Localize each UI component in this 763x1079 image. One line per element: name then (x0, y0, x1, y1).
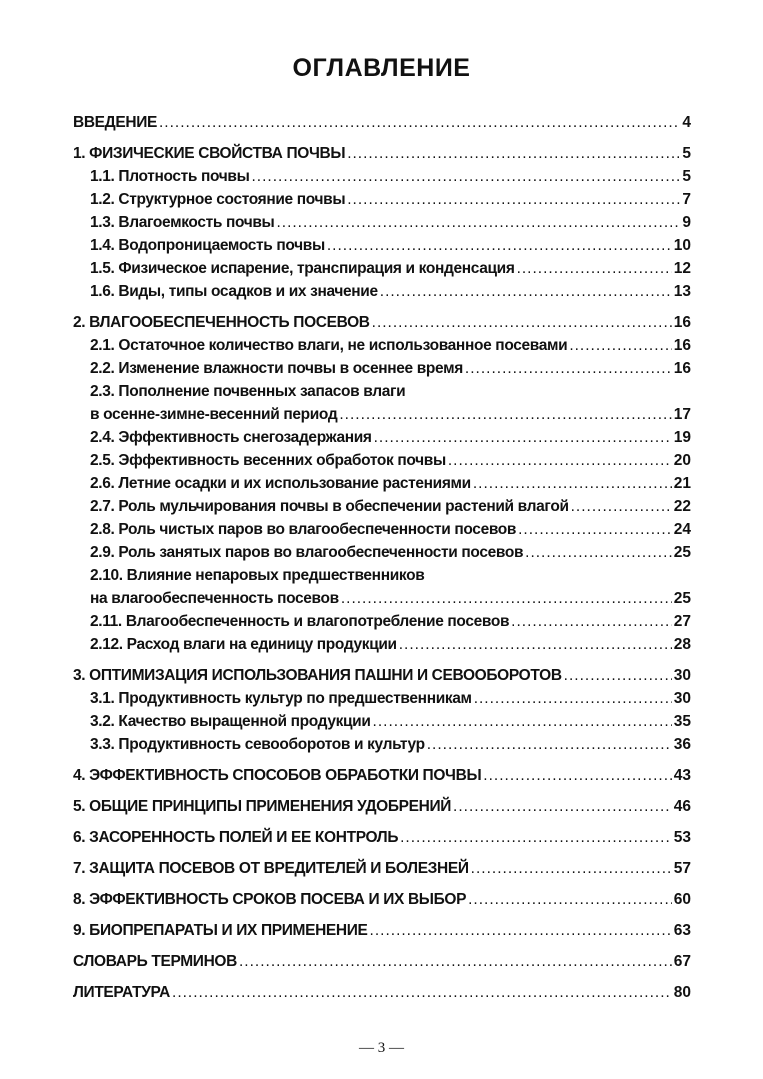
toc-entry-chapter-9[interactable]: 9. БИОПРЕПАРАТЫ И ИХ ПРИМЕНЕНИЕ ..... 63 (73, 919, 691, 942)
toc-entry-1-4[interactable]: 1.4. Водопроницаемость почвы ..... 10 (73, 234, 691, 257)
toc-entry-3-2[interactable]: 3.2. Качество выращенной продукции ..... 35 (73, 710, 691, 733)
toc-entry-chapter-1[interactable]: 1. ФИЗИЧЕСКИЕ СВОЙСТВА ПОЧВЫ ..... 5 (73, 142, 691, 165)
toc-entry-chapter-5[interactable]: 5. ОБЩИЕ ПРИНЦИПЫ ПРИМЕНЕНИЯ УДОБРЕНИЙ ..... 46 (73, 795, 691, 818)
toc-entry-chapter-7[interactable]: 7. ЗАЩИТА ПОСЕВОВ ОТ ВРЕДИТЕЛЕЙ И БОЛЕЗНЕЙ ..... 57 (73, 857, 691, 880)
toc-entry-2-9[interactable]: 2.9. Роль занятых паров во влагообеспеченности посевов ..... 25 (73, 541, 691, 564)
toc-entry-2-11[interactable]: 2.11. Влагообеспеченность и влагопотребление посевов ..... 27 (73, 610, 691, 633)
toc-entry-1-3[interactable]: 1.3. Влагоемкость почвы ..... 9 (73, 211, 691, 234)
toc-entry-2-4[interactable]: 2.4. Эффективность снегозадержания ..... 19 (73, 426, 691, 449)
toc-entry-chapter-2[interactable]: 2. ВЛАГООБЕСПЕЧЕННОСТЬ ПОСЕВОВ ..... 16 (73, 311, 691, 334)
toc-entry-2-10[interactable]: 2.10. Влияние непаровых предшественников (90, 567, 425, 584)
toc-entry-literature[interactable]: ЛИТЕРАТУРА ..... 80 (73, 981, 691, 1004)
toc-entry-2-7[interactable]: 2.7. Роль мульчирования почвы в обеспечении растений влагой ..... 22 (73, 495, 691, 518)
toc-entry-3-1[interactable]: 3.1. Продуктивность культур по предшественникам ..... 30 (73, 687, 691, 710)
toc-entry-1-5[interactable]: 1.5. Физическое испарение, транспирация и конденсация ..... 12 (73, 257, 691, 280)
toc-entry-chapter-3[interactable]: 3. ОПТИМИЗАЦИЯ ИСПОЛЬЗОВАНИЯ ПАШНИ И СЕВООБОРОТОВ ..... 30 (73, 664, 691, 687)
toc-entry-2-3-continued[interactable]: в осенне-зимне-весенний период ..... 17 (73, 403, 691, 426)
toc-entry-chapter-6[interactable]: 6. ЗАСОРЕННОСТЬ ПОЛЕЙ И ЕЕ КОНТРОЛЬ ..... 53 (73, 826, 691, 849)
toc-entry-2-5[interactable]: 2.5. Эффективность весенних обработок почвы ..... 20 (73, 449, 691, 472)
toc-entry-2-6[interactable]: 2.6. Летние осадки и их использование растениями ..... 21 (73, 472, 691, 495)
toc-entry-2-3[interactable]: 2.3. Пополнение почвенных запасов влаги (90, 383, 406, 400)
toc-entry-1-2[interactable]: 1.2. Структурное состояние почвы ..... 7 (73, 188, 691, 211)
toc-entry-chapter-8[interactable]: 8. ЭФФЕКТИВНОСТЬ СРОКОВ ПОСЕВА И ИХ ВЫБОР ..... 60 (73, 888, 691, 911)
table-of-contents (73, 111, 691, 1004)
toc-entry-2-12[interactable]: 2.12. Расход влаги на единицу продукции ..... 28 (73, 633, 691, 656)
toc-entry-introduction[interactable]: ВВЕДЕНИЕ ..... 4 (73, 111, 691, 134)
toc-entry-3-3[interactable]: 3.3. Продуктивность севооборотов и культур ..... 36 (73, 733, 691, 756)
toc-entry-2-8[interactable]: 2.8. Роль чистых паров во влагообеспеченности посевов ..... 24 (73, 518, 691, 541)
toc-entry-1-6[interactable]: 1.6. Виды, типы осадков и их значение ..... 13 (73, 280, 691, 303)
toc-entry-chapter-4[interactable]: 4. ЭФФЕКТИВНОСТЬ СПОСОБОВ ОБРАБОТКИ ПОЧВЫ ..... 43 (73, 764, 691, 787)
toc-entry-2-10-continued[interactable]: на влагообеспеченность посевов ..... 25 (73, 587, 691, 610)
toc-entry-2-2[interactable]: 2.2. Изменение влажности почвы в осеннее время ..... 16 (73, 357, 691, 380)
toc-entry-glossary[interactable]: СЛОВАРЬ ТЕРМИНОВ ..... 67 (73, 950, 691, 973)
page-title: ОГЛАВЛЕНИЕ (292, 54, 471, 82)
toc-entry-2-1[interactable]: 2.1. Остаточное количество влаги, не использованное посевами ..... 16 (73, 334, 691, 357)
page-number: — 3 — (359, 1040, 404, 1056)
toc-entry-1-1[interactable]: 1.1. Плотность почвы ..... 5 (73, 165, 691, 188)
